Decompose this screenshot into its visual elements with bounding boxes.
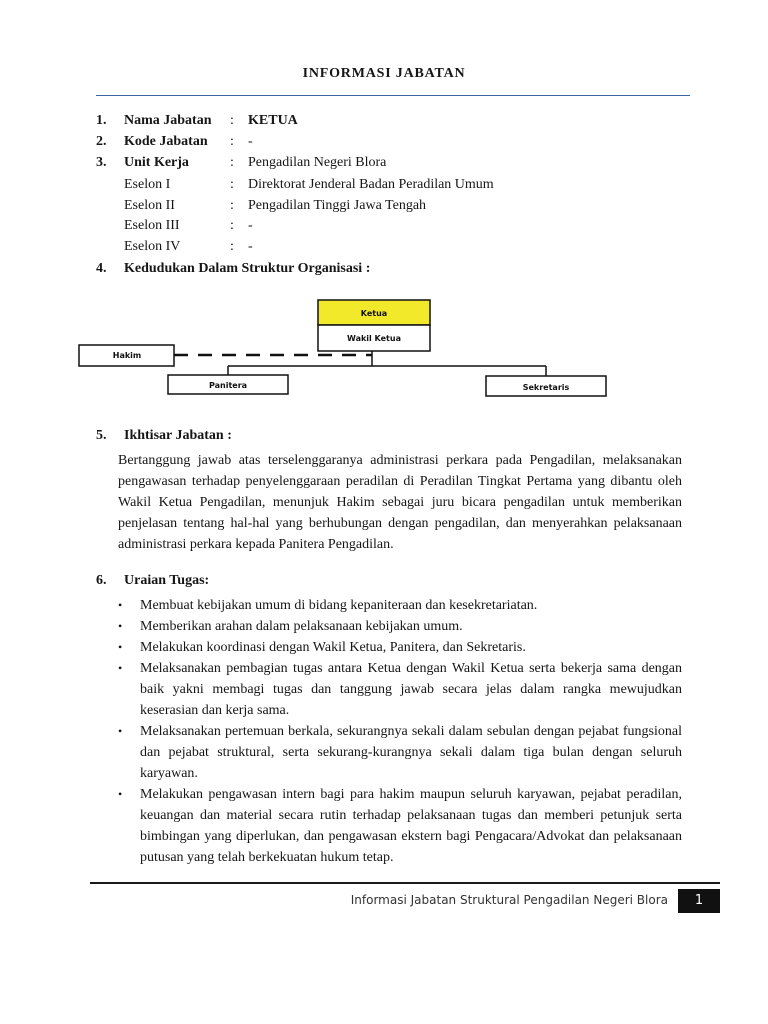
eselon-value: - [248, 218, 253, 233]
field-colon: : [230, 155, 234, 170]
task-text: Melakukan pengawasan intern bagi para hakim maupun seluruh karyawan, pejabat peradilan, keuangan dan material secara rutin terhadap pelaksanaan tugas dan memberi petunjuk serta bimbingan yang diperlukan, dan pengawasan ekstern bagi Pengacara/Advokat dan pelaksanaan putusan yang telah berkekuatan hukum tetap. [140, 787, 682, 865]
bullet-icon: • [118, 598, 123, 612]
org-label-sekretaris: Sekretaris [522, 383, 570, 392]
ikhtisar-paragraph: Bertanggung jawab atas terselenggaranya administrasi perkara pada Pengadilan, melaksanakan pengawasan terhadap penyelenggaraan peradilan di Peradilan Tingkat Pertama yang dibantu oleh Wakil Ketua Pengadilan, menunjuk Hakim sebagai juru bicara pengadilan untuk memberikan penjelasan tentang hal-hal yang berhubungan dengan pengadilan, dan menyerahkan pelaksanaan administrasi perkara kepada Panitera Pengadilan. [118, 453, 682, 552]
org-label-panitera: Panitera [208, 381, 248, 390]
eselon-value: - [248, 239, 253, 254]
section-heading: Ikhtisar Jabatan : [124, 428, 232, 443]
section-number: 6. [96, 573, 107, 588]
field-colon: : [230, 198, 234, 213]
field-label: Nama Jabatan [124, 113, 212, 128]
field-value: Pengadilan Negeri Blora [248, 155, 387, 170]
field-value: - [248, 134, 253, 149]
section-heading: Uraian Tugas: [124, 573, 210, 588]
task-text: Melakukan koordinasi dengan Wakil Ketua, Panitera, dan Sekretaris. [140, 640, 526, 655]
field-colon: : [230, 134, 234, 149]
field-colon: : [230, 218, 234, 233]
page-number: 1 [678, 889, 720, 913]
task-item [118, 616, 682, 637]
section-number: 5. [96, 428, 107, 443]
field-label: Kode Jabatan [124, 134, 208, 149]
task-item [118, 658, 682, 721]
field-number: 2. [96, 134, 107, 149]
section-number: 4. [96, 261, 107, 276]
task-text: Memberikan arahan dalam pelaksanaan kebijakan umum. [140, 619, 463, 634]
bullet-icon: • [118, 724, 123, 738]
task-item [118, 637, 682, 658]
bullet-icon: • [118, 619, 123, 633]
task-item [118, 784, 682, 868]
bullet-icon: • [118, 661, 123, 675]
eselon-value: Direktorat Jenderal Badan Peradilan Umum [248, 177, 494, 192]
org-label-ketua: Ketua [360, 309, 388, 318]
eselon-label: Eselon IV [124, 239, 181, 254]
task-text: Melaksanakan pertemuan berkala, sekurangnya sekali dalam sebulan dengan pejabat fungsional dan pejabat struktural, serta sekurang-kurangnya sekali dalam tiga bulan dengan seluruh karyawan. [140, 724, 682, 781]
field-value: KETUA [248, 113, 298, 128]
field-label: Unit Kerja [124, 155, 189, 170]
section-heading: Kedudukan Dalam Struktur Organisasi : [124, 261, 371, 276]
eselon-label: Eselon III [124, 218, 180, 233]
field-colon: : [230, 113, 234, 128]
bullet-icon: • [118, 787, 123, 801]
bullet-icon: • [118, 640, 123, 654]
field-colon: : [230, 177, 234, 192]
footer-text: Informasi Jabatan Struktural Pengadilan Negeri Blora [350, 893, 668, 907]
field-number: 1. [96, 113, 107, 128]
org-chart [0, 0, 768, 420]
task-text: Membuat kebijakan umum di bidang kepaniteraan dan kesekretariatan. [140, 598, 538, 613]
field-colon: : [230, 239, 234, 254]
org-label-wakil-ketua: Wakil Ketua [347, 334, 401, 343]
task-text: Melaksanakan pembagian tugas antara Ketua dengan Wakil Ketua serta bekerja sama dengan baik yakni membagi tugas dan tanggung jawab secara jelas dalam rangka mewujudkan keserasian dan kerja sama. [140, 661, 682, 718]
footer-divider [90, 882, 720, 884]
task-item [118, 721, 682, 784]
field-number: 3. [96, 155, 107, 170]
eselon-value: Pengadilan Tinggi Jawa Tengah [248, 198, 427, 213]
task-item [118, 595, 682, 616]
eselon-label: Eselon II [124, 198, 175, 213]
eselon-label: Eselon I [124, 177, 171, 192]
org-label-hakim: Hakim [112, 351, 142, 360]
task-list [118, 595, 682, 868]
page-title: INFORMASI JABATAN [302, 66, 466, 81]
